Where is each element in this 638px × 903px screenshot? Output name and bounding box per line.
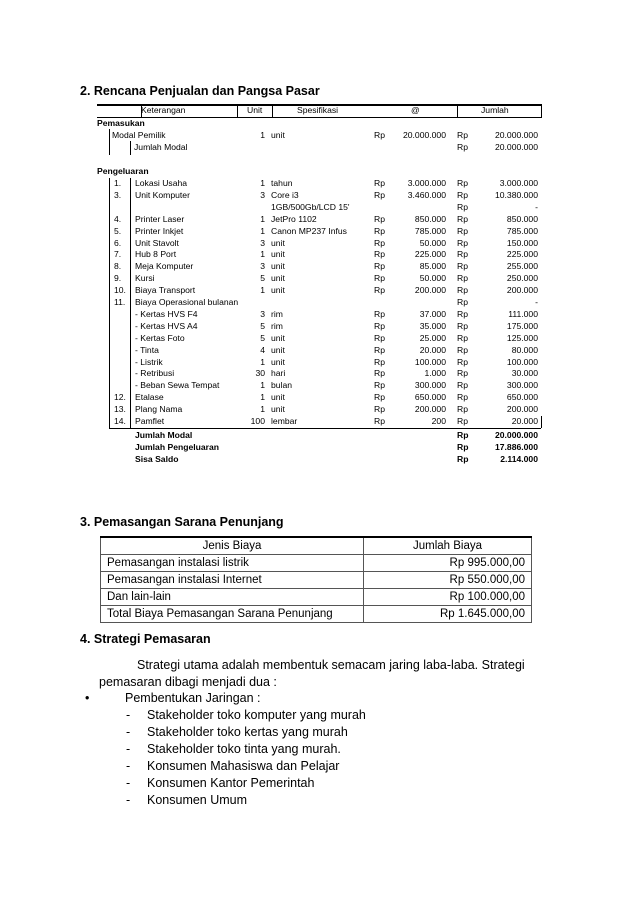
header-spesifikasi: Spesifikasi <box>297 105 339 115</box>
row-rp: Rp <box>374 273 385 284</box>
row-rp: Rp <box>457 142 468 152</box>
row-spec: Canon MP237 Infus <box>271 225 347 236</box>
row-jumlah: Rp 100.000,00 <box>364 589 532 606</box>
table-row <box>97 142 542 154</box>
row-name: - Beban Sewa Tempat <box>135 380 220 391</box>
row-rp: Rp <box>374 249 385 260</box>
row-unit: 1 <box>260 130 265 140</box>
row-total: 111.000 <box>508 308 538 319</box>
summary-total: 17.886.000 <box>494 442 538 453</box>
row-total: 250.000 <box>506 273 538 284</box>
row-spec: hari <box>271 368 286 379</box>
row-name: Plang Nama <box>135 404 183 415</box>
row-number: 8. <box>114 261 122 272</box>
row-number: 3. <box>114 189 122 200</box>
list-item: Konsumen Mahasiswa dan Pelajar <box>147 759 340 773</box>
row-total: - <box>535 297 538 307</box>
table-row <box>97 321 542 333</box>
row-total: 20.000 <box>511 416 538 426</box>
row-rp: Rp <box>374 332 385 343</box>
list-item: Konsumen Kantor Pemerintah <box>147 776 315 790</box>
row-number: 12. <box>114 392 126 403</box>
row-rp: Rp <box>457 332 468 343</box>
row-jumlah: Rp 995.000,00 <box>364 555 532 572</box>
row-price: 25.000 <box>419 332 446 343</box>
pemasukan-label-row <box>97 118 542 130</box>
table-row <box>97 130 542 142</box>
row-jenis: Pemasangan instalasi listrik <box>101 555 364 572</box>
summary-name: Jumlah Modal <box>135 430 193 440</box>
row-rp: Rp <box>374 404 385 415</box>
table-row <box>97 333 542 345</box>
summary-name: Jumlah Pengeluaran <box>135 442 220 453</box>
row-total: 225.000 <box>506 249 538 260</box>
summary-row <box>97 454 542 466</box>
row-name: Printer Laser <box>135 213 185 224</box>
row-number: 13. <box>114 404 126 415</box>
row-total: 125.000 <box>506 332 538 343</box>
row-total: 10.380.000 <box>494 189 538 200</box>
row-rp: Rp <box>457 297 468 307</box>
row-rp: Rp <box>457 285 468 296</box>
header-jumlah: Jumlah <box>481 105 509 115</box>
row-unit: 1 <box>260 213 265 224</box>
row-unit: 100 <box>250 416 265 426</box>
row-name: Unit Komputer <box>135 189 190 200</box>
table-row <box>97 404 542 416</box>
summary-name: Sisa Saldo <box>135 454 179 465</box>
header-unit: Unit <box>247 105 263 115</box>
row-jenis: Total Biaya Pemasangan Sarana Penunjang <box>101 606 364 623</box>
row-jumlah: Rp 1.645.000,00 <box>364 606 532 623</box>
pengeluaran-name-border <box>130 178 131 428</box>
table-row <box>97 345 542 357</box>
header-keterangan: Keterangan <box>141 105 186 115</box>
row-unit: 5 <box>260 320 265 331</box>
row-total: 175.000 <box>506 320 538 331</box>
row-price: 3.460.000 <box>407 189 446 200</box>
row-rp: Rp <box>457 249 468 260</box>
row-unit: 1 <box>260 285 265 296</box>
dash-icon: - <box>126 725 131 739</box>
table-row <box>97 357 542 369</box>
budget-header-row <box>97 105 542 117</box>
row-name: Etalase <box>135 392 164 403</box>
table-row <box>97 249 542 261</box>
row-jenis: Pemasangan instalasi Internet <box>101 572 364 589</box>
dash-icon: - <box>126 759 131 773</box>
row-price: 3.000.000 <box>407 178 446 188</box>
row-price: 200.000 <box>414 285 446 296</box>
row-number: 6. <box>114 237 122 248</box>
summary-total: 2.114.000 <box>500 454 538 465</box>
row-price: 100.000 <box>414 356 446 367</box>
row-rp: Rp <box>457 261 468 272</box>
row-name: - Kertas Foto <box>135 332 185 343</box>
row-total: 850.000 <box>506 213 538 224</box>
row-rp: Rp <box>374 261 385 272</box>
row-rp: Rp <box>374 344 385 355</box>
pemasukan-label: Pemasukan <box>97 118 145 128</box>
row-price: 37.000 <box>419 308 446 319</box>
summary-total: 20.000.000 <box>494 430 538 440</box>
row-spec: unit <box>271 273 285 284</box>
row-rp: Rp <box>374 416 385 426</box>
row-total: 150.000 <box>506 237 538 248</box>
row-total: 100.000 <box>506 356 538 367</box>
dash-icon: - <box>126 793 131 807</box>
row-rp: Rp <box>457 178 468 188</box>
table-row <box>97 273 542 285</box>
row-price: 50.000 <box>419 237 446 248</box>
row-spec: tahun <box>271 178 293 188</box>
row-unit: 1 <box>260 249 265 260</box>
pemasukan-left-border <box>109 129 110 155</box>
table-row <box>97 368 542 380</box>
table-row <box>97 226 542 238</box>
row-number: 11. <box>114 297 126 307</box>
table-row <box>97 261 542 273</box>
row-unit: 1 <box>260 225 265 236</box>
row-jumlah: Rp 550.000,00 <box>364 572 532 589</box>
row-unit: 3 <box>260 308 265 319</box>
sarana-header-row <box>101 537 532 555</box>
summary-rp: Rp <box>457 442 469 453</box>
table-row <box>97 297 542 309</box>
row-rp: Rp <box>457 404 468 415</box>
row-rp: Rp <box>457 308 468 319</box>
pengeluaran-bottom-border <box>109 428 541 429</box>
table-row <box>101 606 532 623</box>
row-name: Pamflet <box>135 416 165 426</box>
section-2-title: 2. Rencana Penjualan dan Pangsa Pasar <box>80 84 320 98</box>
table-row <box>97 309 542 321</box>
row-rp: Rp <box>457 273 468 284</box>
row-rp: Rp <box>457 392 468 403</box>
row-rp: Rp <box>374 189 385 200</box>
dash-icon: - <box>126 708 131 722</box>
dash-icon: - <box>126 742 131 756</box>
row-rp: Rp <box>374 392 385 403</box>
row-total: 200.000 <box>506 404 538 415</box>
row-number: 1. <box>114 178 122 188</box>
row-price: 200.000 <box>414 404 446 415</box>
header-divider <box>541 104 542 117</box>
row-unit: 1 <box>260 380 265 391</box>
row-price: 650.000 <box>414 392 446 403</box>
row-spec: lembar <box>271 416 298 426</box>
row-name: Biaya Operasional bulanan <box>135 297 239 307</box>
section-4-title: 4. Strategi Pemasaran <box>80 632 211 646</box>
row-spec: 1GB/500Gb/LCD 15' <box>271 201 350 212</box>
row-spec: unit <box>271 356 285 367</box>
table-row <box>101 555 532 572</box>
row-spec: unit <box>271 392 285 403</box>
row-rp: Rp <box>374 368 385 379</box>
row-rp: Rp <box>457 130 468 140</box>
row-price: 200 <box>431 416 446 426</box>
row-rp: Rp <box>374 237 385 248</box>
row-unit: 5 <box>260 273 265 284</box>
row-unit: 1 <box>260 356 265 367</box>
row-name: Hub 8 Port <box>135 249 177 260</box>
row-rp: Rp <box>374 130 385 140</box>
row-jenis: Dan lain-lain <box>101 589 364 606</box>
row-name: Printer Inkjet <box>135 225 184 236</box>
summary-rp: Rp <box>457 454 469 465</box>
pemasukan-inner-border <box>130 141 131 155</box>
row-total: 255.000 <box>506 261 538 272</box>
row-number: 9. <box>114 273 122 284</box>
section-3-title: 3. Pemasangan Sarana Penunjang <box>80 515 284 529</box>
row-total: 20.000.000 <box>494 142 538 152</box>
header-divider <box>457 104 458 117</box>
row-unit: 3 <box>260 261 265 272</box>
summary-rp: Rp <box>457 430 469 440</box>
header-divider <box>141 104 142 117</box>
row-name: - Kertas HVS F4 <box>135 308 198 319</box>
bullet-text: Pembentukan Jaringan : <box>125 691 261 705</box>
list-item: Konsumen Umum <box>147 793 248 807</box>
row-number: 14. <box>114 416 126 426</box>
table-row <box>97 214 542 226</box>
row-name: - Retribusi <box>135 368 175 379</box>
row-unit: 30 <box>255 368 265 379</box>
row-spec: unit <box>271 344 285 355</box>
list-item: Stakeholder toko kertas yang murah <box>147 725 348 739</box>
row-total: 650.000 <box>506 392 538 403</box>
row-rp: Rp <box>457 380 468 391</box>
row-price: 850.000 <box>414 213 446 224</box>
header-jenis-biaya: Jenis Biaya <box>101 537 364 555</box>
row-rp: Rp <box>374 308 385 319</box>
row-spec: unit <box>271 404 285 415</box>
row-total: 80.000 <box>511 344 538 355</box>
row-spec: unit <box>271 261 285 272</box>
row-total: 200.000 <box>506 285 538 296</box>
row-price: 300.000 <box>414 380 446 391</box>
row-price: 20.000 <box>419 344 446 355</box>
row-rp: Rp <box>457 213 468 224</box>
row-total: 20.000.000 <box>494 130 538 140</box>
pengeluaran-label: Pengeluaran <box>97 166 149 176</box>
row-name: Meja Komputer <box>135 261 194 272</box>
table-row <box>101 589 532 606</box>
header-divider <box>272 104 273 117</box>
row-price: 225.000 <box>414 249 446 260</box>
row-name: - Kertas HVS A4 <box>135 320 198 331</box>
list-item: Stakeholder toko komputer yang murah <box>147 708 366 722</box>
sarana-table <box>100 536 532 623</box>
table-row <box>97 178 542 190</box>
row-spec: unit <box>271 237 285 248</box>
row-number: 4. <box>114 213 122 224</box>
row-unit: 1 <box>260 392 265 403</box>
row-total: 30.000 <box>511 368 538 379</box>
pengeluaran-left-border <box>109 178 110 428</box>
row-price: 20.000.000 <box>402 130 446 140</box>
row-spec: JetPro 1102 <box>271 213 317 224</box>
header-divider <box>237 104 238 117</box>
row-rp: Rp <box>457 344 468 355</box>
row-rp: Rp <box>374 380 385 391</box>
row-spec: unit <box>271 249 285 260</box>
row-rp: Rp <box>457 189 468 200</box>
table-row <box>97 380 542 392</box>
row-name: Jumlah Modal <box>134 142 188 152</box>
row-rp: Rp <box>374 225 385 236</box>
row-rp: Rp <box>374 213 385 224</box>
row-number: 10. <box>114 285 126 296</box>
row-spec: Core i3 <box>271 189 299 200</box>
row-name: Biaya Transport <box>135 285 196 296</box>
table-row <box>97 392 542 404</box>
row-rp: Rp <box>457 320 468 331</box>
header-at: @ <box>411 105 420 115</box>
row-name: Kursi <box>135 273 155 284</box>
row-rp: Rp <box>457 237 468 248</box>
row-unit: 3 <box>260 237 265 248</box>
bullet-icon: • <box>85 691 90 705</box>
row-spec: unit <box>271 285 285 296</box>
row-unit: 1 <box>260 404 265 415</box>
paragraph-line-1: Strategi utama adalah membentuk semacam jaring laba-laba. Strategi <box>137 658 525 672</box>
row-name: Lokasi Usaha <box>135 178 188 188</box>
dash-icon: - <box>126 776 131 790</box>
pengeluaran-label-row <box>97 166 542 178</box>
table-row <box>101 572 532 589</box>
row-rp: Rp <box>374 320 385 331</box>
row-unit: 5 <box>260 332 265 343</box>
row-price: 50.000 <box>419 273 446 284</box>
row-name: - Listrik <box>135 356 163 367</box>
row-rp: Rp <box>457 225 468 236</box>
row-spec: unit <box>271 130 285 140</box>
row-spec: rim <box>271 308 283 319</box>
table-row <box>97 238 542 250</box>
table-row <box>97 202 542 214</box>
row-name: Unit Stavolt <box>135 237 179 248</box>
row-name: - Tinta <box>135 344 159 355</box>
summary-row <box>97 430 542 442</box>
row-rp: Rp <box>374 356 385 367</box>
table-row <box>97 285 542 297</box>
row-name: Modal Pemilik <box>112 130 166 140</box>
row-total: - <box>535 201 538 212</box>
list-item: Stakeholder toko tinta yang murah. <box>147 742 341 756</box>
pengeluaran-right-border <box>541 416 542 428</box>
row-spec: bulan <box>271 380 293 391</box>
row-price: 1.000 <box>424 368 446 379</box>
row-total: 300.000 <box>506 380 538 391</box>
paragraph-line-2: pemasaran dibagi menjadi dua : <box>99 675 277 689</box>
table-row <box>97 416 542 428</box>
row-rp: Rp <box>374 285 385 296</box>
row-unit: 4 <box>260 344 265 355</box>
row-rp: Rp <box>457 416 468 426</box>
summary-row <box>97 442 542 454</box>
row-price: 85.000 <box>419 261 446 272</box>
row-rp: Rp <box>457 368 468 379</box>
row-rp: Rp <box>457 356 468 367</box>
row-spec: unit <box>271 332 285 343</box>
header-jumlah-biaya: Jumlah Biaya <box>364 537 532 555</box>
row-price: 35.000 <box>419 320 446 331</box>
row-total: 785.000 <box>506 225 538 236</box>
row-number: 5. <box>114 225 122 236</box>
row-total: 3.000.000 <box>499 178 538 188</box>
row-rp: Rp <box>457 201 468 212</box>
row-unit: 3 <box>260 189 265 200</box>
row-number: 7. <box>114 249 122 260</box>
row-unit: 1 <box>260 178 265 188</box>
row-rp: Rp <box>374 178 385 188</box>
row-price: 785.000 <box>414 225 446 236</box>
table-row <box>97 190 542 202</box>
row-spec: rim <box>271 320 283 331</box>
